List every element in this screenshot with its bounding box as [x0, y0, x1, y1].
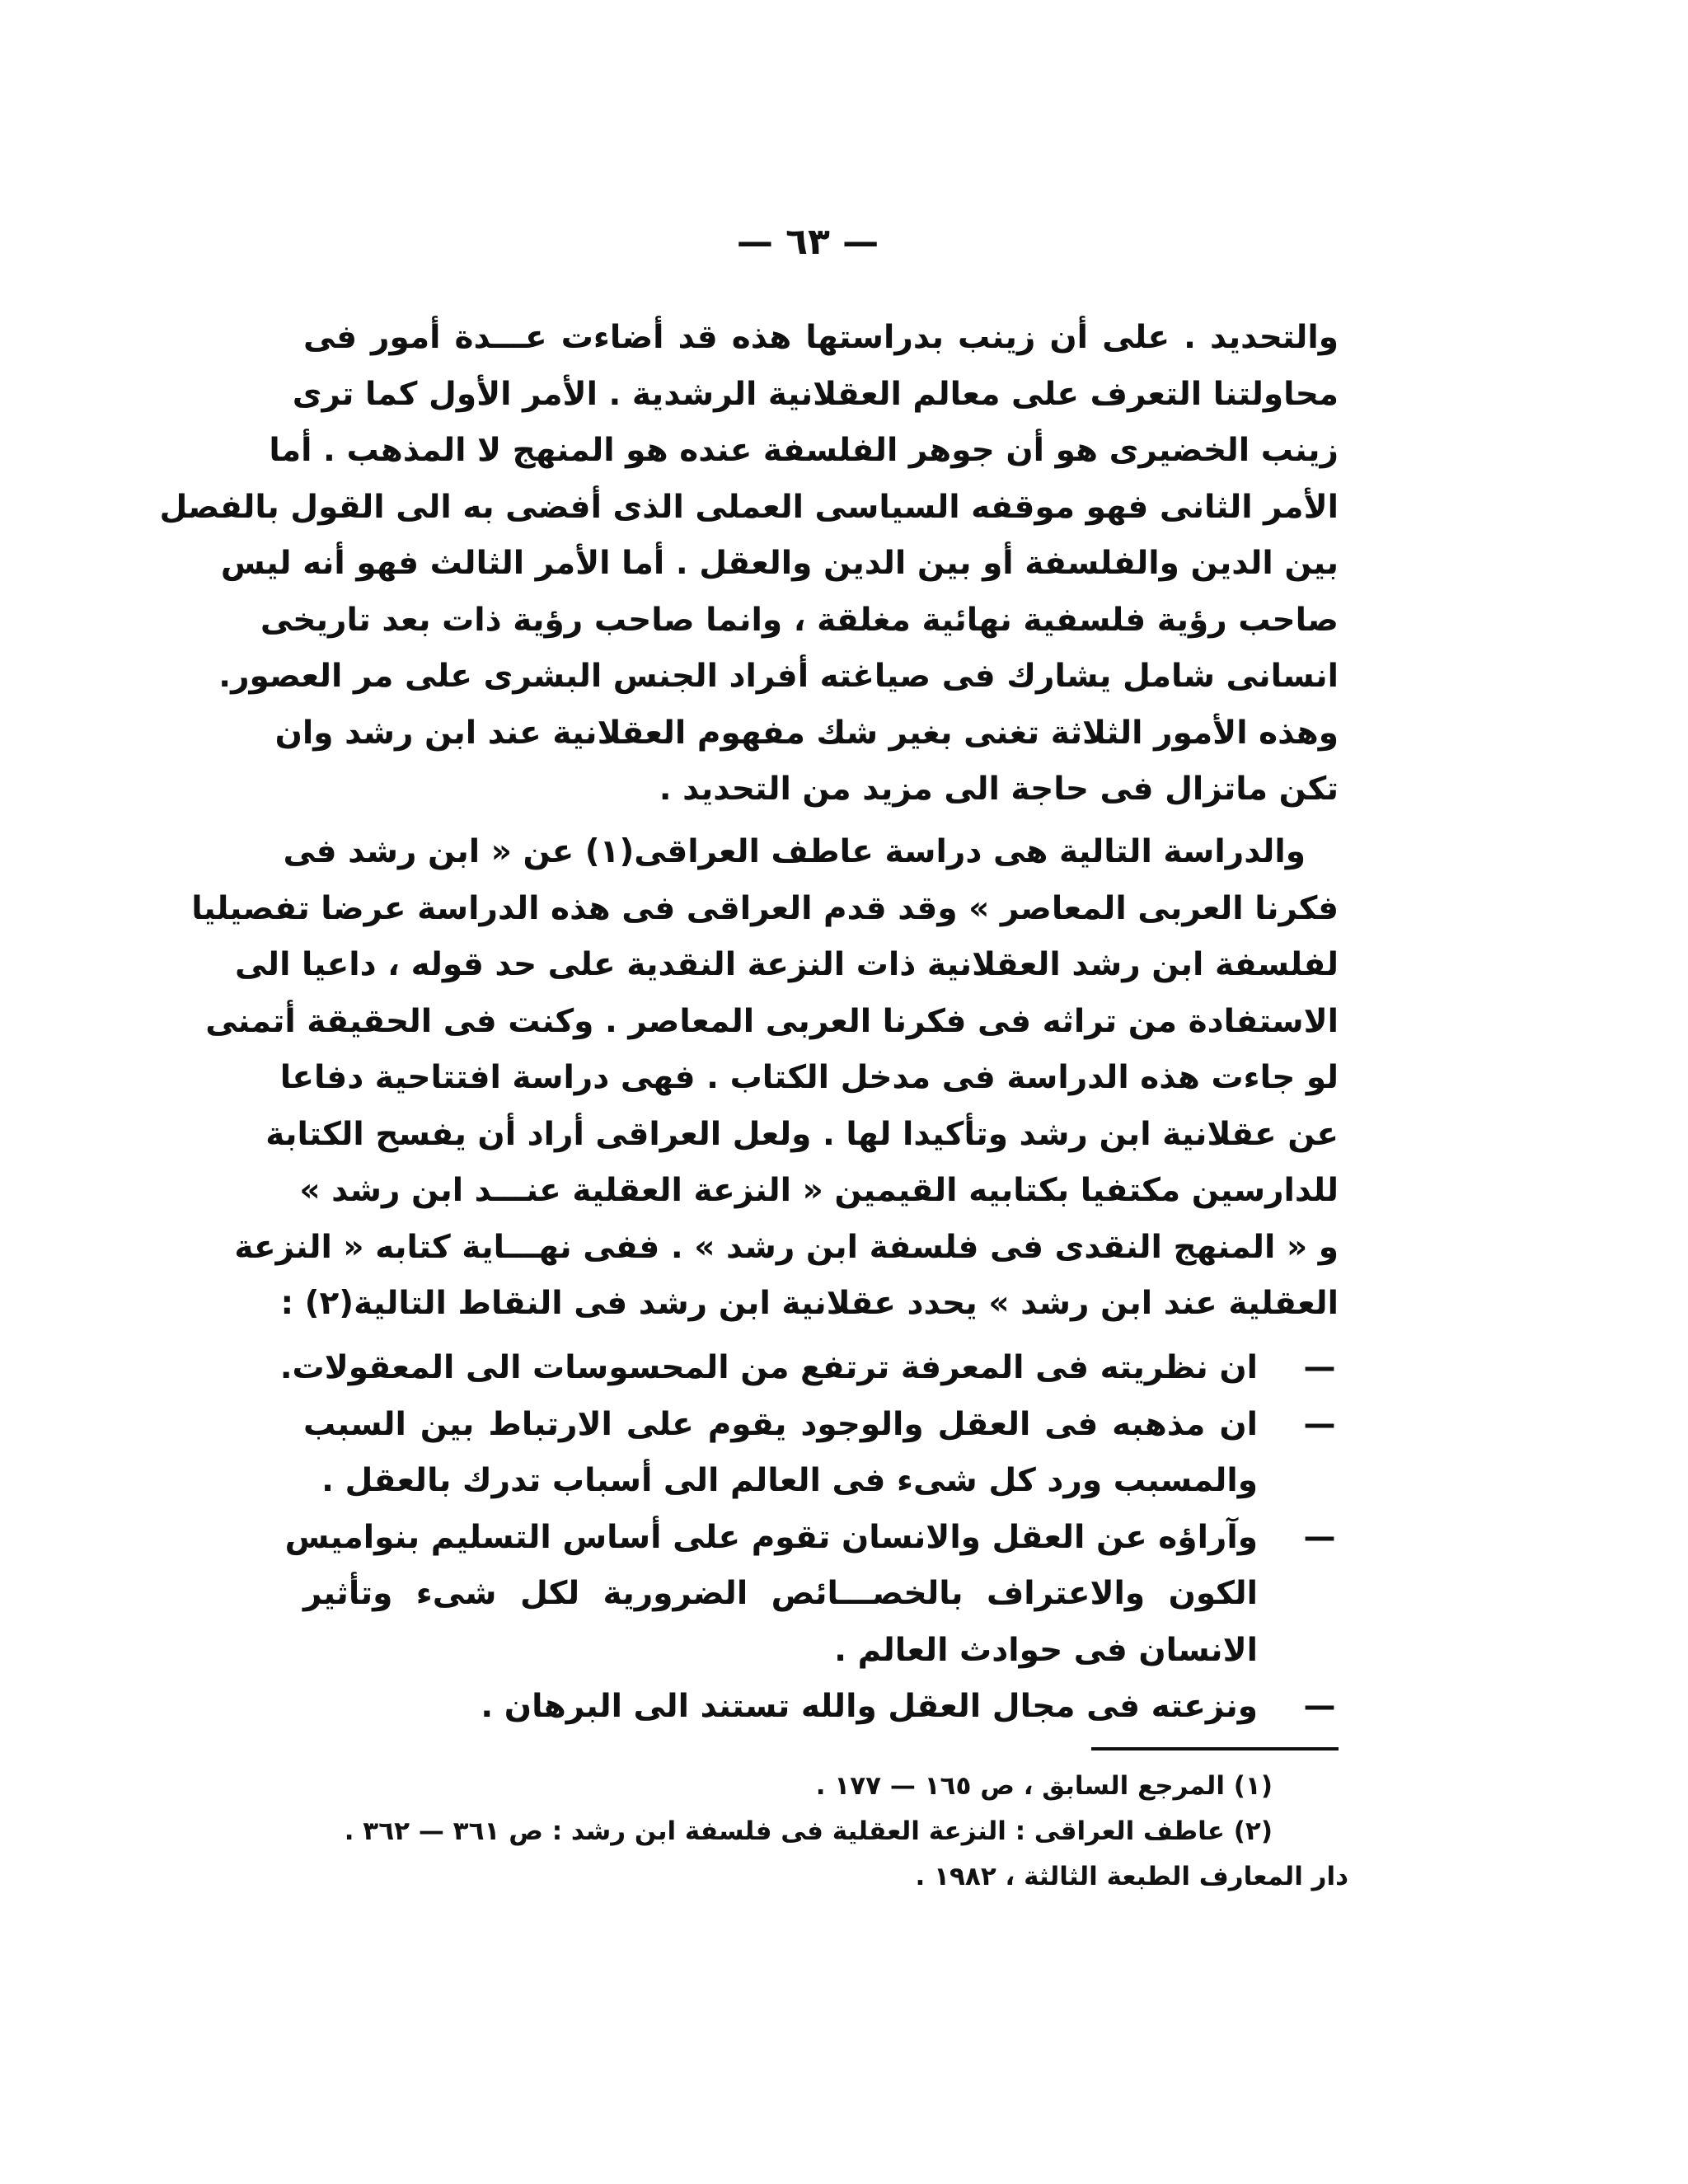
text-line: بين الدين والفلسفة أو بين الدين والعقل . أما الأمر الثالث فهو أنه ليس	[220, 545, 1339, 582]
text-line: ونزعته فى مجال العقل والله تستند الى البرهان .	[481, 1688, 1258, 1725]
text-line: العقلية عند ابن رشد » يحدد عقلانية ابن رشد فى النقاط التالية(٢) :	[280, 1285, 1339, 1322]
text-line	[283, 824, 1339, 881]
text-line: الاستفادة من تراثه فى فكرنا العربى المعاصر . وكنت فى الحقيقة أتمنى	[205, 1002, 1339, 1040]
text-line: ان نظريته فى المعرفة ترتفع من المحسوسات الى المعقولات.	[279, 1349, 1258, 1386]
footnotes	[303, 1764, 1348, 1900]
text-run: والدراسة التالية هى دراسة عاطف العراقى(١) عن «	[480, 833, 1306, 870]
dash-bullet: —	[1303, 1405, 1336, 1443]
footnote-2-continuation: دار المعارف الطبعة الثالثة ، ١٩٨٢ .	[915, 1862, 1348, 1891]
list-item	[279, 1340, 1339, 1397]
text-line: وآراؤه عن العقل والانسان تقوم على أساس التسليم بنواميس	[284, 1518, 1258, 1556]
text-line: تكن ماتزال فى حاجة الى مزيد من التحديد .	[659, 771, 1339, 808]
list-item-body	[303, 1679, 1258, 1736]
footnote-1: (١) المرجع السابق ، ص ١٦٥ — ١٧٧ .	[815, 1771, 1273, 1801]
text-line: والمسبب ورد كل شىء فى العالم الى أسباب تدرك بالعقل .	[321, 1462, 1258, 1499]
paragraph-2	[191, 824, 1339, 1333]
list-item-body	[284, 1510, 1258, 1680]
page-number: — ٦٣ —	[736, 221, 879, 263]
text-line: محاولتنا التعرف على معالم العقلانية الرشدية . الأمر الأول كما ترى	[292, 375, 1339, 413]
list-item-body	[279, 1340, 1258, 1397]
dash-bullet: —	[1303, 1349, 1336, 1386]
list-item	[284, 1510, 1339, 1680]
text-line: والتحديد . على أن زينب بدراستها هذه قد أضاءت عـــدة أمور فى	[303, 319, 1339, 356]
text-line: لفلسفة ابن رشد العقلانية ذات النزعة النقدية على حد قوله ، داعيا الى	[234, 946, 1339, 983]
text-line: وهذه الأمور الثلاثة تغنى بغير شك مفهوم العقلانية عند ابن رشد وان	[274, 714, 1339, 752]
text-line: للدارسين مكتفيا بكتابيه القيمين « النزعة العقلية عنـــد ابن رشد »	[299, 1172, 1339, 1209]
list-item	[303, 1397, 1339, 1510]
footnote-divider	[1091, 1747, 1339, 1750]
points-list	[279, 1340, 1339, 1736]
paragraph-1	[159, 310, 1339, 818]
text-line: زينب الخضيرى هو أن جوهر الفلسفة عنده هو المنهج لا المذهب . أما	[269, 432, 1339, 469]
dash-bullet: —	[1303, 1518, 1336, 1556]
text-line: الكون والاعتراف بالخصـــائص الضرورية لكل شىء وتأثير	[303, 1575, 1258, 1612]
dash-bullet: —	[1303, 1688, 1336, 1725]
list-item	[303, 1679, 1339, 1736]
text-line: لو جاءت هذه الدراسة فى مدخل الكتاب . فهى دراسة افتتاحية دفاعا	[279, 1059, 1339, 1096]
book-title-part: ابن رشد فى	[283, 833, 481, 870]
book-title-part: فكرنا العربى المعاصر	[1000, 889, 1339, 927]
text-line: و « المنهج النقدى فى فلسفة ابن رشد » . ففى نهـــاية كتابه « النزعة	[234, 1228, 1339, 1266]
text-line: عن عقلانية ابن رشد وتأكيدا لها . ولعل العراقى أراد أن يفسح الكتابة	[265, 1115, 1339, 1153]
text-line	[191, 881, 1339, 938]
text-line: صاحب رؤية فلسفية نهائية مغلقة ، وانما صاحب رؤية ذات بعد تاريخى	[260, 601, 1339, 639]
text-line: الانسان فى حوادث العالم .	[834, 1631, 1258, 1669]
text-run: » وقد قدم العراقى فى هذه الدراسة عرضا تفصيليا	[191, 889, 1001, 927]
list-item-body	[303, 1397, 1258, 1510]
text-line: الأمر الثانى فهو موقفه السياسى العملى الذى أفضى به الى القول بالفصل	[159, 488, 1339, 526]
text-line: ان مذهبه فى العقل والوجود يقوم على الارتباط بين السبب	[303, 1405, 1258, 1443]
footnote-2: (٢) عاطف العراقى : النزعة العقلية فى فلسفة ابن رشد : ص ٣٦١ — ٣٦٢ .	[344, 1816, 1273, 1846]
text-line: انسانى شامل يشارك فى صياغته أفراد الجنس البشرى على مر العصور.	[218, 658, 1339, 695]
